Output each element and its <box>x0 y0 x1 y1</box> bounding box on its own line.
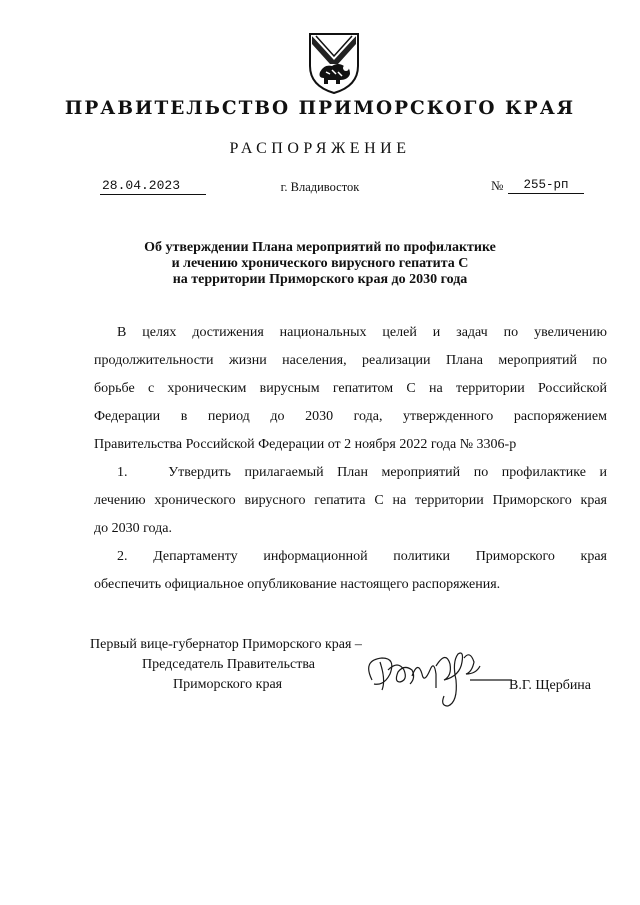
paragraph-3-line-2: обеспечить официальное опубликование настоящего распоряжения. <box>94 577 501 592</box>
paragraph-2 <box>94 459 607 543</box>
signatory-name: В.Г. Щербина <box>509 678 592 693</box>
paragraph-2-line-1: 1. Утвердить прилагаемый План мероприятий по профилактике и <box>117 465 607 480</box>
handwritten-signature-icon <box>352 640 522 712</box>
document-date: 28.04.2023 <box>100 178 206 195</box>
paragraph-1-line-4: Федерации в период до 2030 года, утвержденного распоряжением <box>94 409 607 424</box>
document-body <box>94 319 607 599</box>
paragraph-1-line-3: борьбе с хроническим вирусным гепатитом С на территории Российской <box>94 381 607 396</box>
paragraph-1-line-5: Правительства Российской Федерации от 2 ноября 2022 года № 3306-р <box>94 437 517 452</box>
signatory-title-line-1: Первый вице-губернатор Приморского края – <box>90 637 362 652</box>
title-line-3: на территории Приморского края до 2030 года <box>172 272 468 287</box>
paragraph-3-line-1: 2. Департаменту информационной политики Приморского края <box>117 549 607 564</box>
signatory-title-line-3: Приморского края <box>173 677 283 692</box>
signatory-title-line-2: Председатель Правительства <box>142 657 315 672</box>
paragraph-2-line-3: до 2030 года. <box>94 521 172 536</box>
document-city: г. Владивосток <box>280 180 360 194</box>
title-line-1: Об утверждении Плана мероприятий по профилактике <box>144 240 496 255</box>
paragraph-3 <box>94 543 607 599</box>
coat-of-arms-icon <box>302 30 366 96</box>
document-title <box>0 240 640 288</box>
organization-title: ПРАВИТЕЛЬСТВО ПРИМОРСКОГО КРАЯ <box>64 98 576 119</box>
paragraph-1 <box>94 319 607 459</box>
title-line-2: и лечению хронического вирусного гепатита С <box>171 256 469 271</box>
paragraph-1-line-2: продолжительности жизни населения, реализации Плана мероприятий по <box>94 353 607 368</box>
paragraph-1-line-1: В целях достижения национальных целей и задач по увеличению <box>117 325 607 340</box>
document-number: 255-рп <box>508 178 584 194</box>
document-type: РАСПОРЯЖЕНИЕ <box>229 140 411 157</box>
number-label: № <box>491 178 504 193</box>
paragraph-2-line-2: лечению хронического вирусного гепатита С на территории Приморского края <box>94 493 607 508</box>
